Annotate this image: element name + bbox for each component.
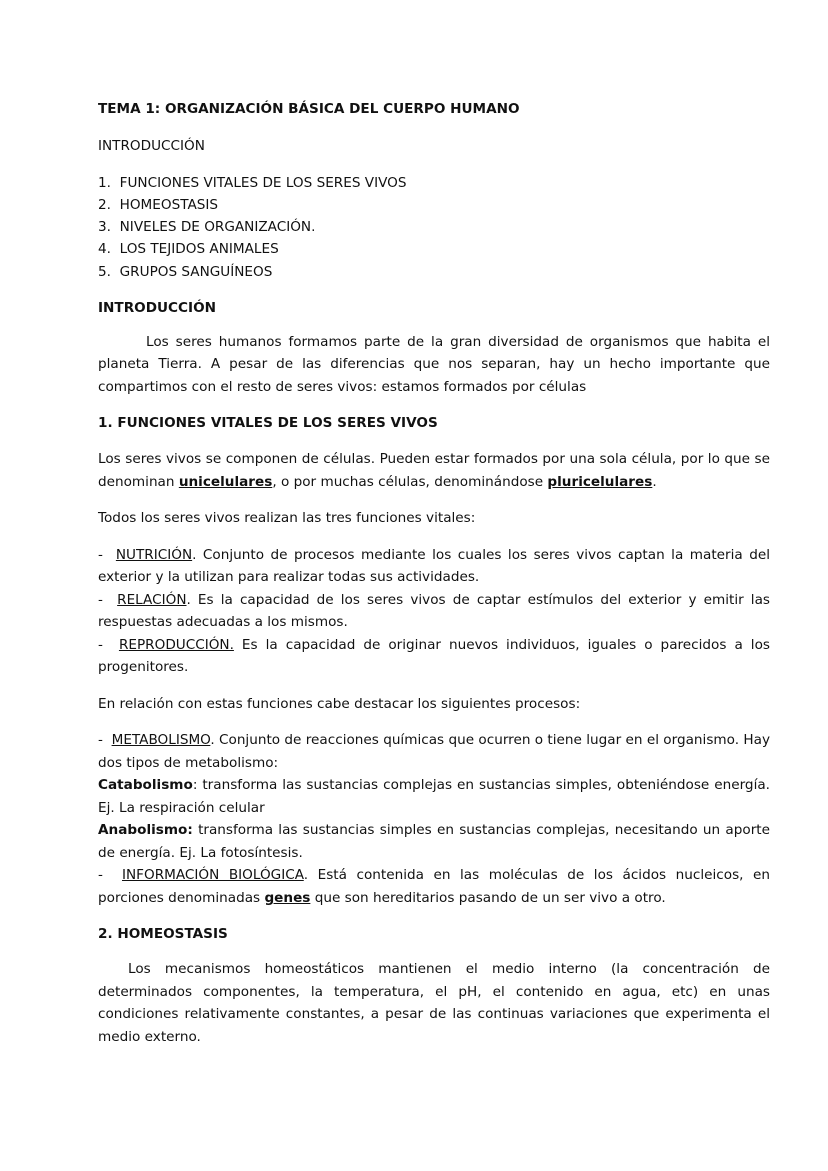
processes-list [98, 729, 770, 909]
function-nutricion: - NUTRICIÓN. Conjunto de procesos mediante los cuales los seres vivos captan la materia del exterior y la utilizan para realizar todas sus actividades. [98, 546, 770, 586]
vital-functions-list [98, 544, 770, 679]
cells-paragraph: Los seres vivos se componen de células. Pueden estar formados por una sola célula, por lo que se denominan unicelulares, o por muchas células, denominándose pluricelulares. [98, 451, 770, 490]
homeostasis-paragraph: Los mecanismos homeostáticos mantienen el medio interno (la concentración de determinados componentes, la temperatura, el pH, el contenido en agua, etc) en unas condiciones relativamente constantes, a pesar de las continuas variaciones que experimenta el medio externo. [98, 961, 770, 1045]
toc-item: 4. LOS TEJIDOS ANIMALES [98, 241, 279, 258]
document-page [98, 98, 770, 1048]
table-of-contents [98, 172, 770, 283]
anabolismo-definition: Anabolismo: transforma las sustancias simples en sustancias complejas, necesitando un aporte de energía. Ej. La fotosíntesis. [98, 822, 770, 861]
intro-label: INTRODUCCIÓN [98, 138, 205, 154]
intro-paragraph: Los seres humanos formamos parte de la gran diversidad de organismos que habita el planeta Tierra. A pesar de las diferencias que nos separan, hay un hecho importante que compartimos con el resto de seres vivos: estamos formados por células [98, 333, 770, 395]
toc-item: 3. NIVELES DE ORGANIZACIÓN. [98, 219, 316, 236]
processes-intro: En relación con estas funciones cabe destacar los siguientes procesos: [98, 695, 581, 712]
toc-item: 2. HOMEOSTASIS [98, 196, 219, 213]
section-1-heading: 1. FUNCIONES VITALES DE LOS SERES VIVOS [98, 415, 438, 432]
catabolismo-definition: Catabolismo: transforma las sustancias complejas en sustancias simples, obteniéndose energía. Ej. La respiración celular [98, 777, 770, 816]
term-unicelulares: unicelulares [178, 473, 273, 490]
process-informacion-biologica: - INFORMACIÓN BIOLÓGICA. Está contenida en las moléculas de los ácidos nucleicos, en porciones denominadas genes que son hereditarios pasando de un ser vivo a otro. [98, 867, 770, 906]
term-pluricelulares: pluricelulares [547, 473, 653, 490]
document-title: TEMA 1: ORGANIZACIÓN BÁSICA DEL CUERPO HUMANO [98, 101, 520, 117]
functions-intro: Todos los seres vivos realizan las tres funciones vitales: [98, 510, 476, 527]
function-reproduccion: - REPRODUCCIÓN. Es la capacidad de originar nuevos individuos, iguales o parecidos a los progenitores. [98, 636, 770, 676]
function-relacion: - RELACIÓN. Es la capacidad de los seres vivos de captar estímulos del exterior y emitir las respuestas adecuadas a los mismos. [98, 591, 770, 631]
intro-heading: INTRODUCCIÓN [98, 299, 216, 316]
section-2-heading: 2. HOMEOSTASIS [98, 926, 228, 943]
process-metabolismo: - METABOLISMO. Conjunto de reacciones químicas que ocurren o tiene lugar en el organismo. Hay dos tipos de metabolismo: [98, 732, 770, 771]
toc-item: 1. FUNCIONES VITALES DE LOS SERES VIVOS [98, 174, 407, 191]
term-genes: genes [264, 889, 311, 906]
toc-item: 5. GRUPOS SANGUÍNEOS [98, 263, 273, 280]
